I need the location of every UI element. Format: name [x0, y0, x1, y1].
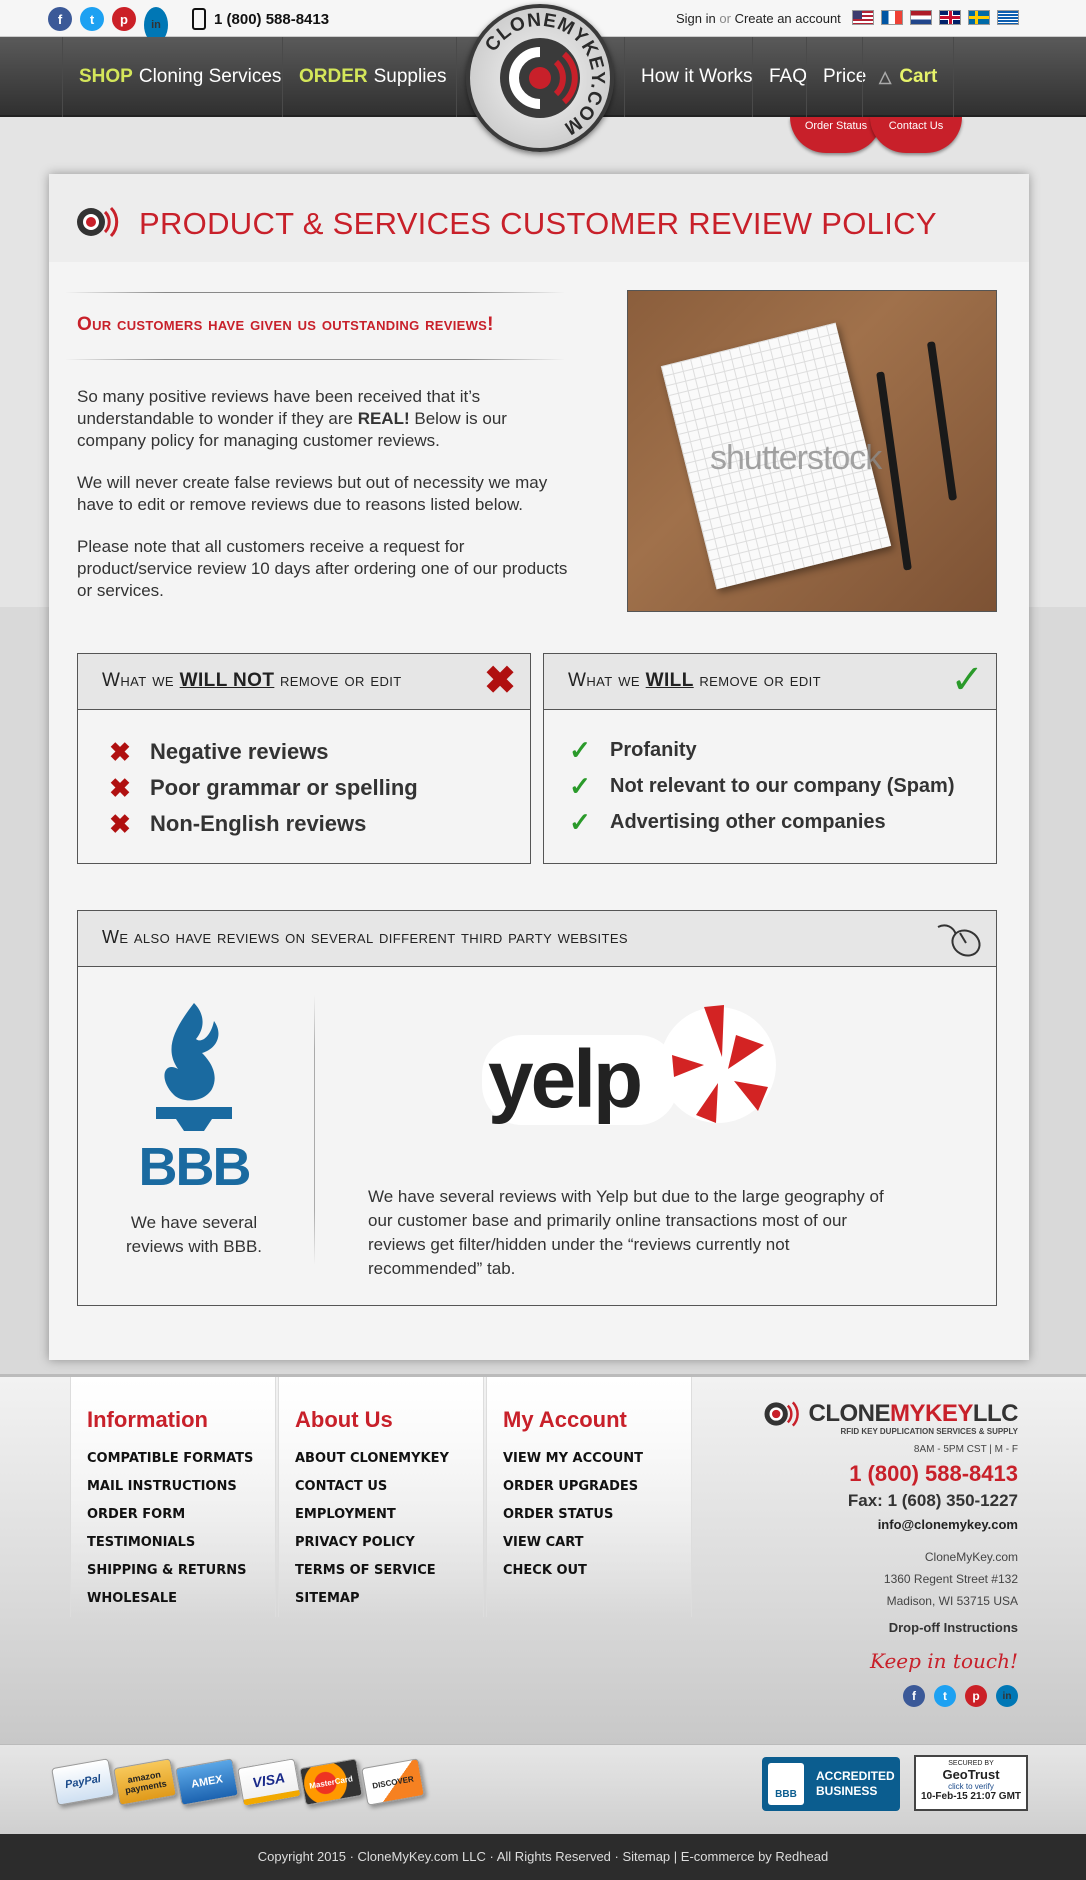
footer — [0, 1374, 1086, 1744]
linkedin-icon[interactable]: in — [144, 7, 168, 43]
intro-text-c: Below is our company policy for managing customer reviews. — [77, 409, 507, 450]
will-item-label: Advertising other companies — [610, 810, 886, 833]
yelp-logo-text: yelp — [488, 1034, 641, 1125]
title-bar — [49, 174, 1029, 262]
list-item — [564, 804, 955, 840]
will-not-item-label: Negative reviews — [150, 739, 329, 764]
will-list — [564, 732, 955, 840]
visa-card-icon: VISA — [237, 1758, 301, 1805]
subheading: Our customers have given us outstanding reviews! — [77, 314, 494, 335]
sweden-flag-icon[interactable] — [968, 10, 990, 25]
copyright-rights: All Rights Reserved — [496, 1849, 611, 1864]
footer-contact — [718, 1399, 1018, 1707]
site-logo[interactable] — [466, 4, 614, 152]
mastercard-card-icon: MasterCard — [299, 1758, 363, 1805]
payment-bar — [0, 1744, 1086, 1834]
nav-divider — [456, 37, 466, 117]
footer-link[interactable]: WHOLESALE — [87, 1591, 178, 1606]
footer-link[interactable]: VIEW MY ACCOUNT — [503, 1451, 644, 1466]
policy-paragraph: We will never create false reviews but out of necessity we may have to edit or remove reviews due to reasons listed below. — [77, 473, 548, 514]
france-flag-icon[interactable] — [881, 10, 903, 25]
nav-order-highlight: ORDER — [299, 66, 368, 87]
nav-shop[interactable] — [62, 37, 297, 117]
main-content — [49, 174, 1029, 1360]
will-item-label: Not relevant to our company (Spam) — [610, 774, 955, 797]
copyright-year: Copyright 2015 — [257, 1849, 346, 1864]
will-not-box — [77, 653, 531, 864]
footer-about-heading: About Us — [295, 1407, 393, 1432]
third-party-box — [77, 910, 997, 1306]
dropoff-link[interactable]: Drop-off Instructions — [888, 1620, 1018, 1635]
nav-cart-label: Cart — [899, 66, 938, 87]
order-status-label: Order Status — [804, 120, 868, 132]
divider-top — [65, 292, 565, 293]
amazon-payments-card-icon: amazon payments — [113, 1758, 177, 1805]
x-mark-icon: ✖ — [109, 737, 131, 767]
twitter-icon[interactable]: t — [80, 7, 104, 31]
nav-shop-label: Cloning Services — [138, 66, 282, 87]
footer-tagline: RFID KEY DUPLICATION SERVICES & SUPPLY — [840, 1427, 1018, 1436]
bbb-logo[interactable] — [134, 999, 254, 1195]
footer-link[interactable]: ORDER FORM — [87, 1507, 186, 1522]
basket-icon: △ — [879, 69, 892, 86]
yelp-logo[interactable] — [478, 995, 798, 1145]
footer-link[interactable]: SHIPPING & RETURNS — [87, 1563, 247, 1578]
copyright-bar: Copyright 2015 · CloneMyKey.com LLC · All Rights Reserved · Sitemap | E-commerce by Redhead — [0, 1834, 1086, 1880]
footer-brand-name — [808, 1400, 1018, 1428]
page-title: PRODUCT & SERVICES CUSTOMER REVIEW POLICY — [139, 206, 937, 241]
copyright-company: CloneMyKey.com LLC — [357, 1849, 486, 1864]
x-mark-icon: ✖ — [109, 773, 131, 803]
pinterest-icon[interactable]: p — [112, 7, 136, 31]
nav-cart[interactable] — [862, 37, 954, 117]
geo-date: 10-Feb-15 21:07 GMT — [920, 1791, 1022, 1802]
red-x-icon: ✖ — [484, 660, 516, 702]
footer-link[interactable]: COMPATIBLE FORMATS — [87, 1451, 254, 1466]
sign-in-link[interactable]: Sign in — [676, 11, 716, 26]
discover-card-icon: DISCOVER — [361, 1758, 425, 1805]
footer-link[interactable]: ABOUT CLONEMYKEY — [295, 1451, 449, 1466]
check-mark-icon: ✓ — [569, 771, 591, 801]
will-box — [543, 653, 997, 864]
footer-link[interactable]: TESTIMONIALS — [87, 1535, 196, 1550]
intro-paragraph — [77, 386, 577, 452]
will-header — [544, 654, 996, 710]
contact-us-label: Contact Us — [888, 120, 944, 132]
accredited-text: ACCREDITED BUSINESS — [816, 1769, 895, 1798]
language-flags — [852, 10, 1019, 25]
linkedin-icon[interactable]: in — [996, 1685, 1018, 1707]
nav-shop-highlight: SHOP — [79, 66, 133, 87]
mouse-icon — [936, 921, 984, 959]
copyright-credit-link[interactable]: E-commerce by Redhead — [680, 1849, 829, 1864]
will-title-b: WILL — [645, 670, 694, 691]
us-flag-icon[interactable] — [852, 10, 874, 25]
will-not-title-b: WILL NOT — [179, 670, 275, 691]
footer-account-heading: My Account — [503, 1407, 627, 1432]
brand-llc: LLC — [972, 1400, 1018, 1427]
will-not-header — [78, 654, 530, 710]
geo-verify: click to verify — [948, 1782, 994, 1791]
third-party-title: We also have reviews on several different third party websites — [102, 927, 628, 947]
list-item — [104, 734, 418, 770]
will-title-a: What we — [568, 670, 646, 691]
bbb-text: We have several reviews with BBB. — [125, 1213, 263, 1256]
facebook-icon[interactable]: f — [903, 1685, 925, 1707]
list-item — [104, 806, 418, 842]
amex-card-icon: AMEX — [175, 1758, 239, 1805]
greece-flag-icon[interactable] — [997, 10, 1019, 25]
brand-clone: CLONE — [808, 1400, 890, 1427]
footer-address — [718, 1546, 1018, 1612]
footer-link[interactable]: PRIVACY POLICY — [295, 1535, 415, 1550]
intro-text-a: So many positive reviews have been received that it’s understandable to wonder if they are — [77, 387, 481, 428]
footer-link[interactable]: CONTACT US — [295, 1479, 388, 1494]
geo-brand: GeoTrust — [942, 1767, 1000, 1782]
or-text: or — [719, 11, 731, 26]
footer-link[interactable]: TERMS OF SERVICE — [295, 1563, 436, 1578]
green-check-icon: ✓ — [950, 658, 984, 702]
footer-phone[interactable]: 1 (800) 588-8413 — [849, 1461, 1018, 1486]
footer-link[interactable]: MAIL INSTRUCTIONS — [87, 1479, 237, 1494]
footer-link[interactable]: ORDER STATUS — [503, 1507, 614, 1522]
list-item — [564, 768, 955, 804]
create-account-link[interactable]: Create an account — [734, 11, 841, 26]
footer-about-column — [278, 1377, 484, 1617]
address-line: Madison, WI 53715 USA — [886, 1594, 1018, 1608]
footer-link[interactable]: CHECK OUT — [503, 1563, 587, 1578]
vertical-divider — [314, 995, 315, 1265]
footer-link[interactable]: VIEW CART — [503, 1535, 584, 1550]
will-item-label: Profanity — [610, 738, 697, 761]
pinterest-icon[interactable]: p — [965, 1685, 987, 1707]
bbb-accredited-badge[interactable] — [762, 1757, 900, 1811]
account-links — [676, 11, 841, 26]
logo-text: CLONEMYKEY.COM — [481, 9, 609, 139]
netherlands-flag-icon[interactable] — [910, 10, 932, 25]
copyright-sitemap-link[interactable]: Sitemap — [622, 1849, 671, 1864]
request-paragraph: Please note that all customers receive a request for product/service review 10 days after ordering one of our products or services. — [77, 537, 568, 600]
divider-bottom — [65, 359, 565, 360]
will-not-title-a: What we — [102, 670, 180, 691]
nav-how-it-works[interactable] — [624, 37, 769, 117]
footer-logo-icon — [762, 1399, 802, 1429]
footer-brand — [718, 1399, 1018, 1429]
footer-link[interactable]: EMPLOYMENT — [295, 1507, 396, 1522]
will-not-item-label: Non-English reviews — [150, 811, 367, 836]
yelp-text: We have several reviews with Yelp but due to the large geography of our customer base and primarily online transactions most of our reviews get filter/hidden under the “reviews currently not recommended” tab. — [368, 1187, 884, 1278]
nav-order-label: Supplies — [373, 66, 447, 87]
footer-hours: 8AM - 5PM CST | M - F — [913, 1444, 1018, 1455]
nav-how-label: How it Works — [641, 66, 753, 87]
footer-link[interactable]: ORDER UPGRADES — [503, 1479, 639, 1494]
logo-graphic — [470, 8, 610, 148]
footer-email[interactable]: info@clonemykey.com — [877, 1517, 1018, 1532]
nav-order[interactable] — [282, 37, 463, 117]
phone-icon — [192, 8, 206, 30]
address-line: CloneMyKey.com — [924, 1550, 1018, 1564]
footer-information-column — [70, 1377, 276, 1617]
paypal-card-icon: PayPal — [51, 1758, 115, 1805]
check-mark-icon: ✓ — [569, 807, 591, 837]
twitter-icon[interactable]: t — [934, 1685, 956, 1707]
bbb-badge-logo: BBB — [768, 1763, 804, 1805]
will-not-title-c: remove or edit — [274, 670, 402, 691]
footer-link[interactable]: SITEMAP — [295, 1591, 360, 1606]
will-not-item-label: Poor grammar or spelling — [150, 775, 418, 800]
pen-image — [927, 341, 957, 501]
will-not-title — [102, 670, 402, 692]
third-party-body — [78, 967, 996, 1307]
top-phone[interactable] — [192, 8, 329, 30]
will-not-list — [104, 734, 418, 842]
footer-information-heading: Information — [87, 1407, 208, 1432]
footer-social — [718, 1685, 1018, 1707]
will-title-c: remove or edit — [693, 670, 821, 691]
notepad-photo — [627, 290, 997, 612]
address-line: 1360 Regent Street #132 — [883, 1572, 1018, 1586]
check-mark-icon: ✓ — [569, 735, 591, 765]
footer-fax: Fax: 1 (608) 350-1227 — [847, 1491, 1018, 1510]
intro-text-real: REAL! — [357, 409, 410, 428]
photo-watermark: shutterstock — [710, 439, 882, 477]
keep-in-touch: Keep in touch! — [870, 1649, 1018, 1673]
top-phone-number: 1 (800) 588-8413 — [214, 10, 330, 28]
geo-secured: SECURED BY — [948, 1760, 994, 1767]
x-mark-icon: ✖ — [109, 809, 131, 839]
footer-account-column — [486, 1377, 692, 1617]
facebook-icon[interactable]: f — [48, 7, 72, 31]
brand-mykey: MYKEY — [889, 1400, 973, 1427]
will-title — [568, 670, 821, 692]
list-item — [564, 732, 955, 768]
nav-faq-label: FAQ — [769, 66, 808, 87]
bbb-logo-text: BBB — [138, 1137, 250, 1195]
brand-key-icon — [75, 204, 121, 240]
uk-flag-icon[interactable] — [939, 10, 961, 25]
nav-price-label: Price — [823, 66, 867, 87]
geotrust-badge[interactable] — [914, 1755, 1028, 1811]
third-party-header — [78, 911, 996, 967]
list-item — [104, 770, 418, 806]
